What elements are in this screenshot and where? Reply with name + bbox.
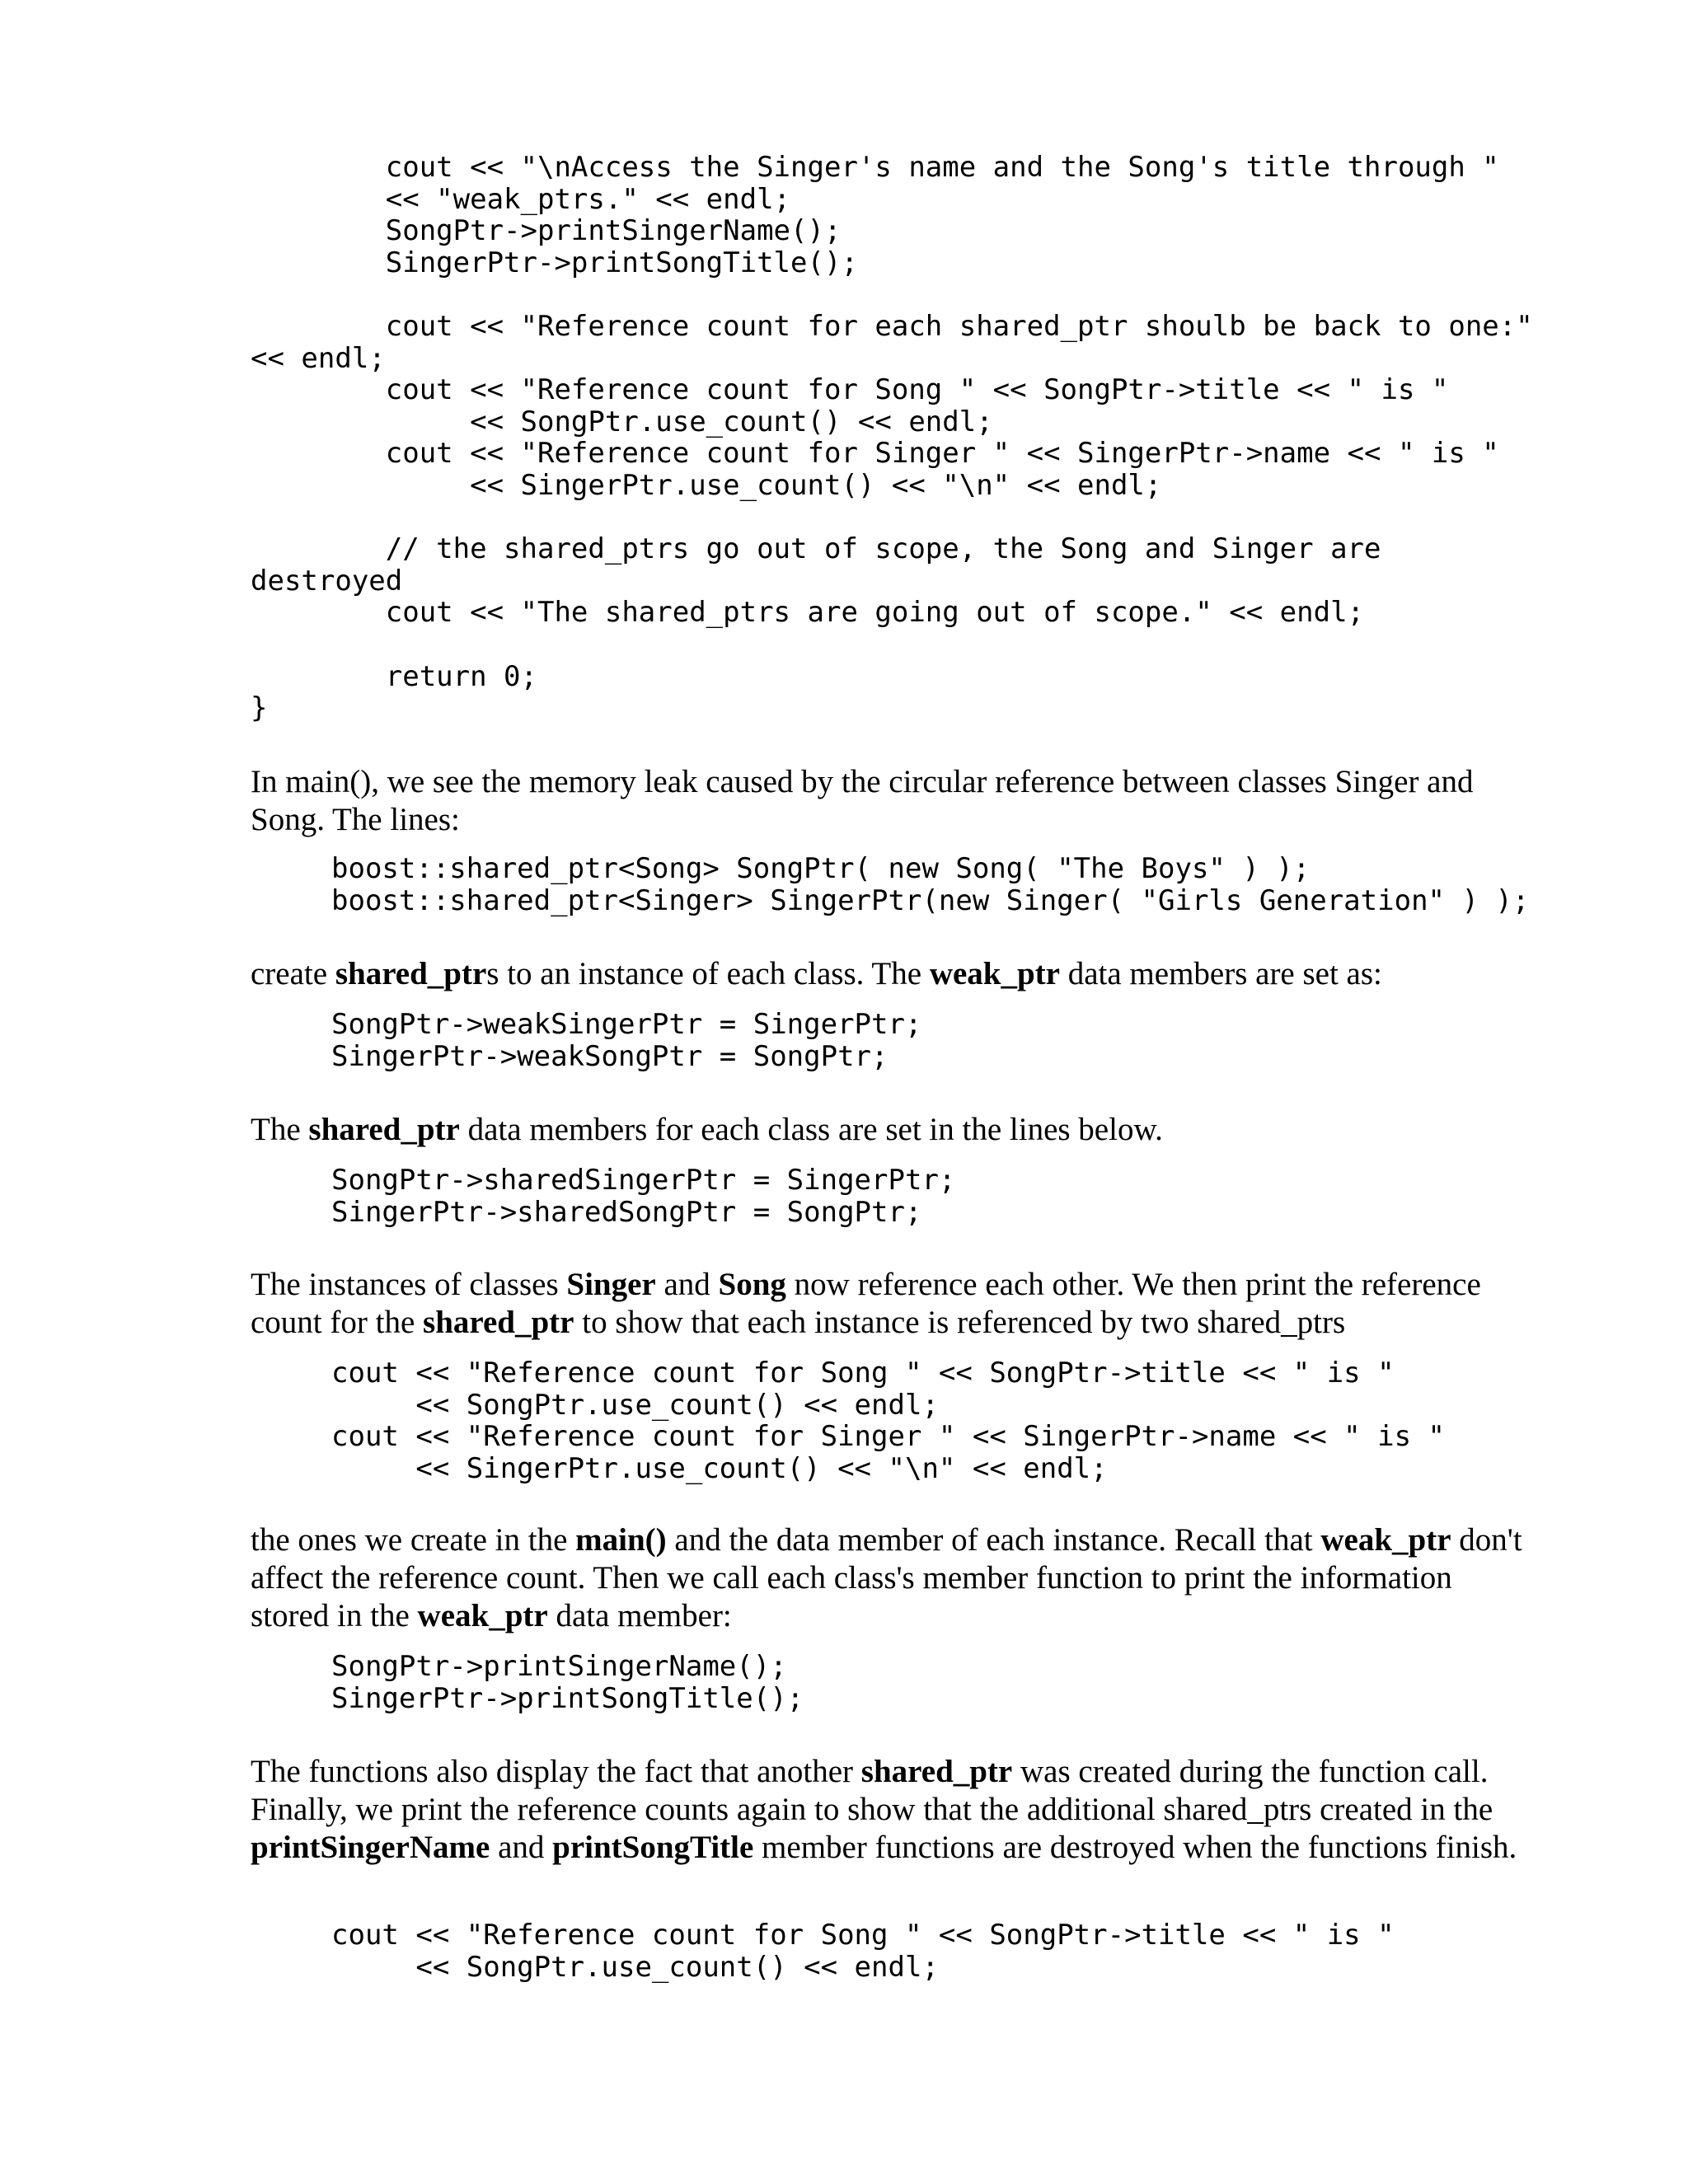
paragraph-create-shared-ptrs: create shared_ptrs to an instance of each class. The weak_ptr data members are set as: — [251, 956, 1382, 991]
code-final-reference-count: cout << "Reference count for Song " << SongPtr->title << " is " << SongPtr.use_count() << endl; — [331, 1919, 1395, 1984]
paragraph-reference-each-other: The instances of classes Singer and Song now reference each other. We then print the reference count for the shared_ptr to show that each instance is referenced by two shared_ptrs — [251, 1267, 1481, 1340]
paragraph-memory-leak: In main(), we see the memory leak caused by the circular reference between classes Singer and Song. The lines: — [251, 764, 1474, 837]
code-set-weak-ptrs: SongPtr->weakSingerPtr = SingerPtr; SingerPtr->weakSongPtr = SongPtr; — [331, 1008, 922, 1073]
code-set-shared-ptrs: SongPtr->sharedSingerPtr = SingerPtr; SingerPtr->sharedSongPtr = SongPtr; — [331, 1164, 956, 1229]
code-print-members: SongPtr->printSingerName(); SingerPtr->printSongTitle(); — [331, 1650, 804, 1715]
paragraph-weak-ptr-info: the ones we create in the main() and the data member of each instance. Recall that weak_ptr don't affect the reference count. Then we call each class's member function to print the information stored in the weak_ptr data member: — [251, 1522, 1522, 1633]
code-create-shared-ptrs: boost::shared_ptr<Song> SongPtr( new Song( "The Boys" ) ); boost::shared_ptr<Singer> SingerPtr(new Singer( "Girls Generation" ) ); — [331, 852, 1530, 917]
paragraph-functions-display: The functions also display the fact that another shared_ptr was created during the function call. Finally, we print the reference counts again to show that the additional shared_ptrs created in the printSingerName and printSongTitle member functions are destroyed when the functions finish. — [251, 1754, 1517, 1865]
paragraph-shared-members: The shared_ptr data members for each class are set in the lines below. — [251, 1112, 1163, 1147]
code-print-reference-counts: cout << "Reference count for Song " << SongPtr->title << " is " << SongPtr.use_count() << endl; cout << "Reference count for Singer " << SingerPtr->name << " is " << SingerPtr.use_count() << "\n" << endl; — [331, 1357, 1446, 1485]
code-main-tail: cout << "\nAccess the Singer's name and the Song's title through " << "weak_ptrs." << endl; SongPtr->printSingerName(); SingerPtr->printSongTitle(); cout << "Reference count for each shared_ptr shoulb be back to one:" << endl; cout << "Reference count for Song " << SongPtr->title << " is " << SongPtr.use_count() << endl; cout << "Reference count for Singer " << SingerPtr->name << " is " << SingerPtr.use_count() << "\n" << endl; // the shared_ptrs go out of scope, the Song and Singer are destroyed cout << "The shared_ptrs are going out of scope." << endl; return 0; } — [251, 151, 1533, 725]
